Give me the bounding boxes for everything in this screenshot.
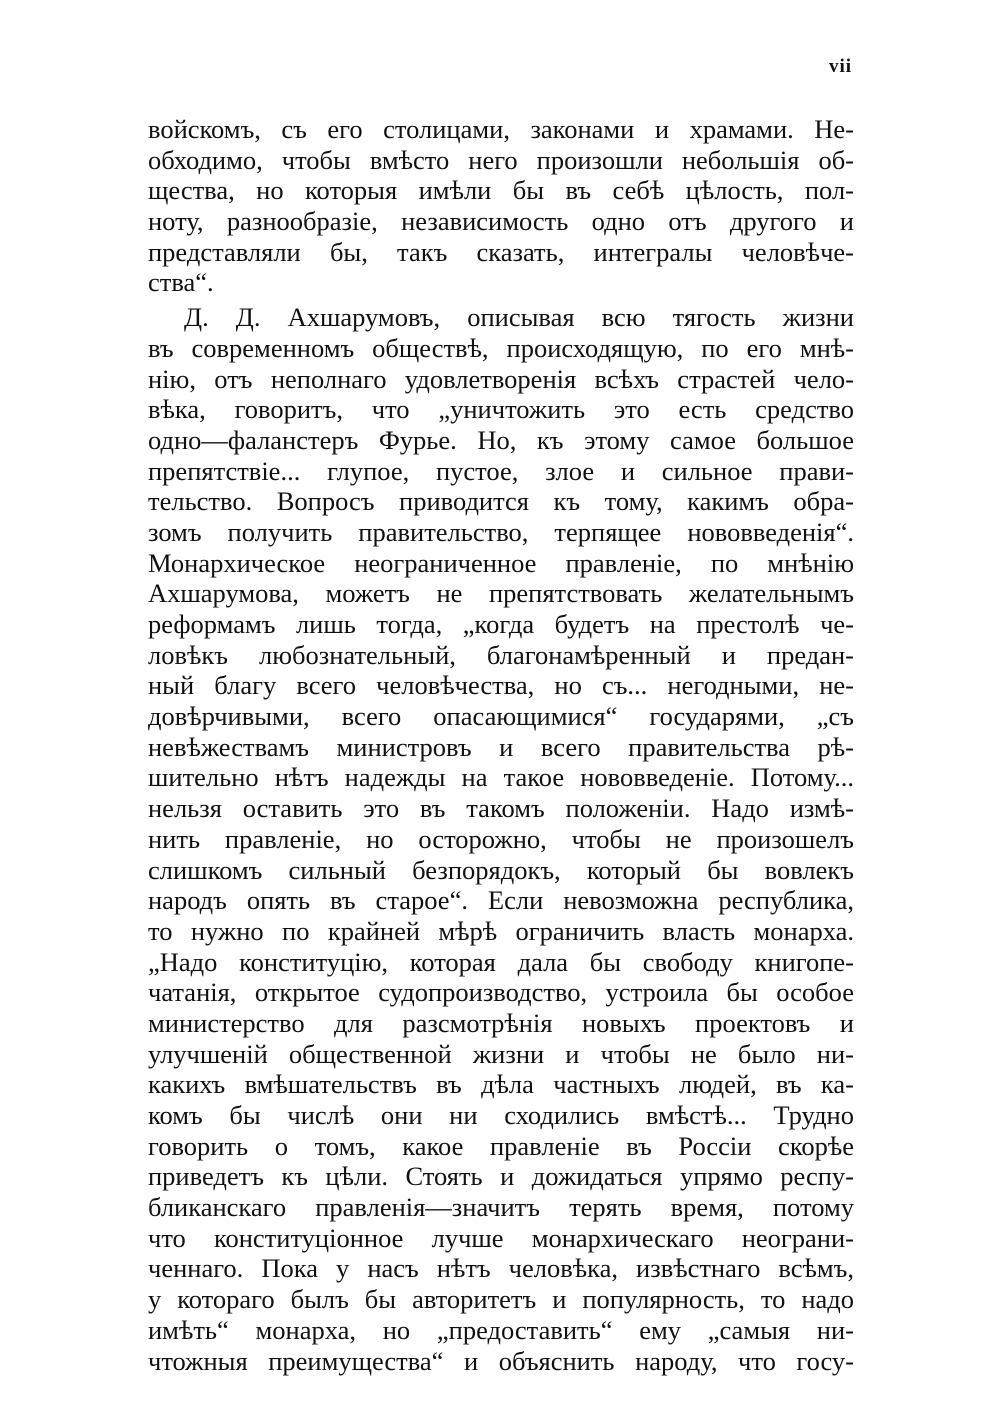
text-line: ства“. xyxy=(148,267,214,298)
text-line: препятствіе... глупое, пустое, злое и сильное прави- xyxy=(148,455,854,486)
text-line: въ современномъ обществѣ, происходящую, по его мнѣ- xyxy=(148,332,854,363)
text-line: вѣка, говоритъ, что „уничтожить это есть средство xyxy=(148,394,854,425)
text-line: то нужно по крайней мѣрѣ ограничить власть монарха. xyxy=(148,915,854,946)
page-number: vii xyxy=(828,56,852,77)
paragraph xyxy=(148,302,854,1376)
text-line: комъ бы числѣ они ни сходились вмѣстѣ... Трудно xyxy=(148,1100,854,1130)
text-line: нельзя оставить это въ такомъ положеніи. Надо измѣ- xyxy=(148,793,854,824)
text-line: невѣжествамъ министровъ и всего правительства рѣ- xyxy=(148,731,854,762)
text-line: у котораго былъ бы авторитетъ и популярность, то надо xyxy=(148,1284,854,1315)
text-line: бликанскаго правленія—значитъ терять время, потому xyxy=(148,1192,854,1223)
text-line: слишкомъ сильный безпорядокъ, который бы вовлекъ xyxy=(148,854,854,885)
text-line: ловѣкъ любознательный, благонамѣренный и предан- xyxy=(148,639,854,670)
text-line: войскомъ, съ его столицами, законами и храмами. Не- xyxy=(148,114,854,144)
text-line: реформамъ лишь тогда, „когда будетъ на престолѣ че- xyxy=(148,609,854,639)
text-line: одно—фаланстеръ Фурье. Но, къ этому самое большое xyxy=(148,424,854,455)
paragraph xyxy=(148,114,854,298)
text-line: зомъ получить правительство, терпящее нововведенія“. xyxy=(148,516,854,547)
text-line: Ахшарумова, можетъ не препятствовать желательнымъ xyxy=(148,578,854,609)
text-line: имѣть“ монарха, но „предоставить“ ему „самыя ни- xyxy=(148,1314,854,1345)
text-line: Монархическое неограниченное правленіе, по мнѣнію xyxy=(148,547,854,578)
text-line: ноту, разнообразіе, независимость одно отъ другого и xyxy=(148,206,854,237)
body-text xyxy=(148,114,854,1376)
text-line: говорить о томъ, какое правленіе въ Россіи скорѣе xyxy=(148,1130,854,1161)
text-line: щества, но которыя имѣли бы въ себѣ цѣлость, пол- xyxy=(148,175,854,206)
text-line: нить правленіе, но осторожно, чтобы не произошелъ xyxy=(148,823,854,854)
text-line: улучшеній общественной жизни и чтобы не было ни- xyxy=(148,1038,854,1069)
text-line: тельство. Вопросъ приводится къ тому, какимъ обра- xyxy=(148,486,854,517)
text-line: довѣрчивыми, всего опасающимися“ государями, „съ xyxy=(148,701,854,732)
text-line: „Надо конституцію, которая дала бы свободу книгопе- xyxy=(148,946,854,977)
text-line: ный благу всего человѣчества, но съ... негодными, не- xyxy=(148,670,854,701)
text-line: какихъ вмѣшательствъ въ дѣла частныхъ людей, въ ка- xyxy=(148,1069,854,1100)
text-line: что конституціонное лучше монархическаго неограни- xyxy=(148,1222,854,1253)
text-line: ченнаго. Пока у насъ нѣтъ человѣка, извѣстнаго всѣмъ, xyxy=(148,1253,854,1284)
text-line: министерство для разсмотрѣнія новыхъ проектовъ и xyxy=(148,1007,854,1038)
text-line: нію, отъ неполнаго удовлетворенія всѣхъ страстей чело- xyxy=(148,363,854,394)
text-line: шительно нѣтъ надежды на такое нововведеніе. Потому... xyxy=(148,762,854,793)
text-line: обходимо, чтобы вмѣсто него произошли небольшія об- xyxy=(148,144,854,175)
text-line: чтожныя преимущества“ и объяснить народу, что госу- xyxy=(148,1345,854,1376)
text-line: Д. Д. Ахшарумовъ, описывая всю тягость жизни xyxy=(184,302,854,333)
text-line: чатанія, открытое судопроизводство, устроила бы особое xyxy=(148,977,854,1008)
text-line: представляли бы, такъ сказать, интегралы человѣче- xyxy=(148,236,854,267)
text-line: народъ опять въ старое“. Если невозможна республика, xyxy=(148,885,854,916)
text-line: приведетъ къ цѣли. Стоять и дожидаться упрямо респу- xyxy=(148,1161,854,1192)
